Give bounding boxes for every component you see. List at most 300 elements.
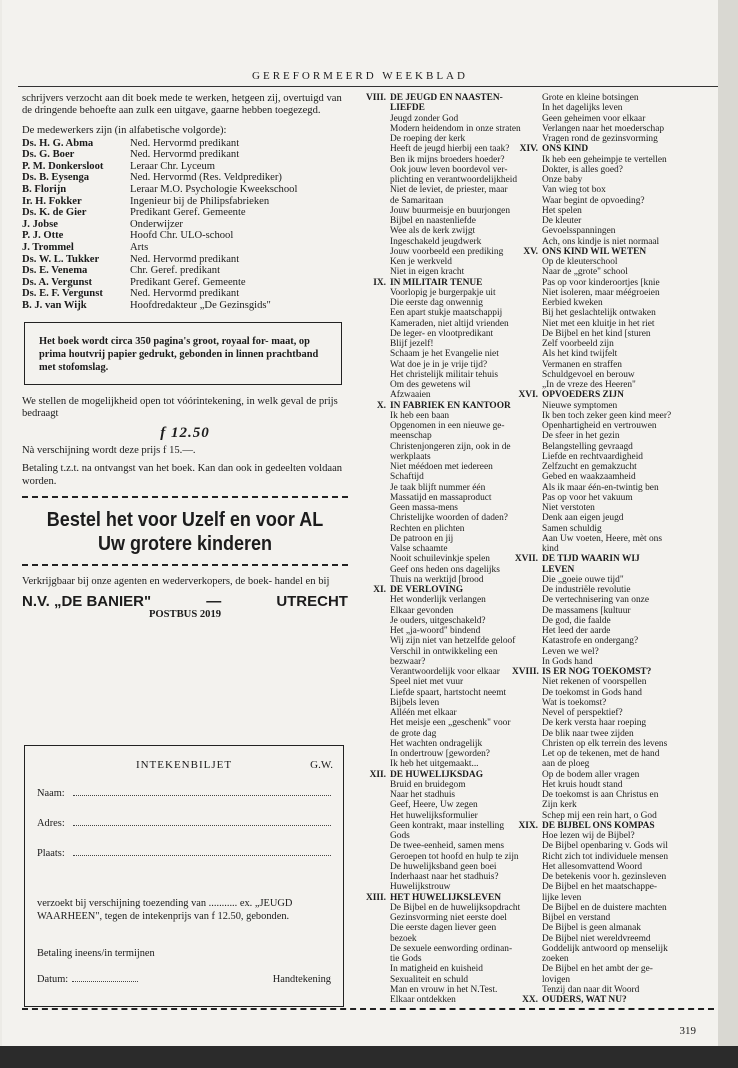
toc-item: Elkaar gevonden xyxy=(390,605,454,616)
intro-text: schrijvers verzocht aan dit boek mede te werken, hetgeen zij, overtuigd van de dringende behoefte aan zulk een uitgave, gaarne hebben toegezegd. xyxy=(22,93,342,117)
toc-item: Rechten en plichten xyxy=(390,523,465,534)
toc-section-heading xyxy=(360,401,532,411)
toc-item: „In de vreze des Heeren" xyxy=(542,380,636,390)
toc-item: Het „ja-woord" bindend xyxy=(390,626,481,636)
contributor-name: P. J. Otte xyxy=(22,230,64,242)
toc-item: de grote dag xyxy=(390,728,437,739)
toc-item: De toekomst is aan Christus en xyxy=(542,790,659,800)
toc-item: Nevel of perspektief? xyxy=(542,708,623,718)
toc-item: Een apart stukje maatschappij xyxy=(390,308,503,319)
toc-item: Ik heb een baan xyxy=(390,410,450,421)
publisher-dash: — xyxy=(206,592,222,610)
toc-item: Thuis na werktijd [brood xyxy=(390,574,484,585)
contributor-row xyxy=(22,172,348,184)
book-notice-box: Het boek wordt circa 350 pagina's groot, royaal for- maat, op prima houtvrij papier gedrukt, gebonden in linnen prachtband met stofomslag. xyxy=(24,322,342,385)
contributor-name: Ds. G. Boer xyxy=(22,149,75,161)
toc-item: lijke leven xyxy=(542,892,582,903)
toc-item: Wij zijn niet van hetzelfde geloof xyxy=(390,636,516,647)
toc-item: Speel niet met vuur xyxy=(390,677,464,688)
place-line[interactable] xyxy=(73,848,331,856)
toc-section-heading xyxy=(540,565,716,575)
contributor-row xyxy=(22,207,348,219)
toc-section-title: OUDERS, WAT NU? xyxy=(542,995,627,1005)
toc-section-title: OPVOEDERS ZIJN xyxy=(542,390,624,401)
toc-item: De Bijbel en de duistere machten xyxy=(542,902,667,913)
contributor-name: Ds. E. F. Vergunst xyxy=(22,288,103,300)
toc-item: Niet rekenen of voorspellen xyxy=(542,677,647,688)
toc-item: Pas op voor kinderoortjes [knie xyxy=(542,277,660,288)
toc-section-heading xyxy=(514,554,716,565)
contributor-row xyxy=(22,184,348,196)
toc-section xyxy=(360,770,532,893)
toc-middle-column xyxy=(360,93,532,1005)
toc-section-heading xyxy=(512,667,716,677)
contributor-row xyxy=(22,230,348,242)
toc-item: De kerk versta haar roeping xyxy=(542,718,647,729)
contributor-name: Ds. B. Eysenga xyxy=(22,172,90,184)
toc-item: Die eerste dagen liever geen xyxy=(390,923,497,934)
toc-item: De patroon en jij xyxy=(390,533,454,544)
toc-item: Zelfzucht en gemakzucht xyxy=(542,462,637,472)
contributor-name: B. Florijn xyxy=(22,183,67,195)
signature-label: Handtekening xyxy=(272,974,331,985)
toc-item: bezwaar? xyxy=(390,656,426,667)
running-header: GEREFORMEERD WEEKBLAD xyxy=(252,70,468,82)
toc-item: Massatijd en massaproduct xyxy=(390,492,492,503)
toc-item: Kameraden, niet altijd vrienden xyxy=(390,318,509,329)
contributor-row xyxy=(22,161,348,173)
toc-item: Jouw buurmeisje en buurjongen xyxy=(390,205,511,216)
toc-section-title: LEVEN xyxy=(542,564,575,575)
toc-section-heading xyxy=(523,246,716,257)
toc-item: Om des gewetens wil xyxy=(390,380,471,390)
toc-item: Samen schuldig xyxy=(542,523,602,534)
contributor-row xyxy=(22,288,348,300)
toc-item: De twee-eenheid, samen mens xyxy=(390,841,505,852)
contributor-row xyxy=(22,277,348,289)
toc-item: Het christelijk militair tehuis xyxy=(390,369,499,380)
payment-text: Betaling t.z.t. na ontvangst van het boek. Kan dan ook in gedeelten voldaan worden. xyxy=(22,463,343,487)
contributor-name: Ds. H. G. Abma xyxy=(22,137,94,149)
toc-section-heading xyxy=(360,93,532,103)
page-edge-shadow xyxy=(718,0,738,1068)
toc-item: De kleuter xyxy=(542,216,582,226)
toc-item: Modern heidendom in onze straten xyxy=(390,123,521,134)
contributor-role: Ned. Hervormd predikant xyxy=(130,253,240,265)
toc-item: De toekomst in Gods hand xyxy=(542,687,642,698)
toc-item: Elkaar ontdekken xyxy=(390,995,456,1005)
toc-item: Het meisje een „geschenk" voor xyxy=(390,718,511,729)
toc-section-number: XVII. xyxy=(514,554,538,565)
toc-item: De industriële revolutie xyxy=(542,585,631,595)
contributor-name: B. J. van Wijk xyxy=(22,299,87,311)
toc-item: Denk aan eigen jeugd xyxy=(542,513,624,524)
contributor-row xyxy=(22,196,348,208)
after-price-text: Nà verschijning wordt deze prijs f 15.—. xyxy=(22,445,196,457)
toc-item: Eerbied kweken xyxy=(542,298,603,308)
toc-item: De vertechnisering van onze xyxy=(542,595,649,606)
contributor-row xyxy=(22,138,348,150)
toc-item: Belangstelling gevraagd xyxy=(542,441,633,452)
toc-section-number xyxy=(360,103,390,113)
toc-item: De sfeer in het gezin xyxy=(542,431,620,442)
contributors-list xyxy=(22,138,348,312)
toc-item: De massamens [kultuur xyxy=(542,605,631,616)
subscription-form xyxy=(24,745,344,1007)
toc-item: werkplaats xyxy=(390,451,431,462)
toc-section-heading xyxy=(360,278,532,288)
toc-item: plichting en verantwoordelijkheid xyxy=(390,175,518,185)
contributor-role: Hoofd Chr. ULO-school xyxy=(130,230,234,242)
toc-item: Schaam je het Evangelie niet xyxy=(390,349,499,360)
toc-item: Geen geheimen voor elkaar xyxy=(542,113,646,124)
toc-section xyxy=(360,401,532,586)
toc-item: Ik ben toch zeker geen kind meer? xyxy=(542,410,672,421)
toc-item: Hoe lezen wij de Bijbel? xyxy=(542,831,635,841)
toc-item: In Gods hand xyxy=(542,656,593,667)
page-number: 319 xyxy=(679,1025,696,1037)
toc-item: Christen op elk terrein des levens xyxy=(542,738,668,749)
payment-option[interactable]: Betaling ineens/in termijnen xyxy=(37,948,155,959)
toc-item: Jouw voorbeeld een prediking xyxy=(390,246,504,257)
toc-item: tie Gods xyxy=(390,954,422,964)
toc-item: Ach, ons kindje is niet normaal xyxy=(542,236,660,247)
toc-section-number: XII. xyxy=(369,769,386,780)
toc-section xyxy=(514,554,716,667)
toc-item: Ingeschakeld jeugdwerk xyxy=(390,236,482,247)
magazine-page xyxy=(2,0,718,1050)
toc-item: Heeft de jeugd hierbij een taak? xyxy=(390,144,510,155)
toc-section-title: DE TIJD WAARIN WIJ xyxy=(542,554,640,565)
contributor-role: Ned. Hervormd (Res. Veldprediker) xyxy=(130,172,282,184)
publisher-name: N.V. „DE BANIER" xyxy=(22,592,152,610)
toc-section-number: XV. xyxy=(523,246,538,257)
preorder-price: f 12.50 xyxy=(160,424,210,441)
toc-section xyxy=(512,667,716,821)
toc-item: Dokter, is alles goed? xyxy=(542,164,623,175)
contributor-name: Ds. K. de Gier xyxy=(22,207,87,219)
toc-item: Die eerste dag onwennig xyxy=(390,298,483,308)
toc-section-number: X. xyxy=(376,400,386,411)
toc-section-title: ONS KIND xyxy=(542,144,589,155)
contributors-heading: De medewerkers zijn (in alfabetische volgorde): xyxy=(22,125,227,137)
toc-item: Opgenomen in een nieuwe ge- xyxy=(390,421,505,431)
toc-item: bezoek xyxy=(390,933,417,944)
form-title: INTEKENBILJET xyxy=(135,759,233,771)
bottom-divider xyxy=(22,1008,714,1010)
toc-item: Naar het stadhuis xyxy=(390,790,456,800)
toc-item: Vragen rond de gezinsvorming xyxy=(542,134,658,144)
left-column xyxy=(22,93,348,621)
contributor-name: J. Trommel xyxy=(22,241,74,253)
toc-item: Niet de leviet, de priester, maar xyxy=(390,185,508,196)
toc-item: Valse schaamte xyxy=(390,544,448,554)
toc-item: Ik heb het uitgemaakt... xyxy=(390,759,479,770)
contributors-section xyxy=(22,125,348,311)
contributor-role: Arts xyxy=(130,241,149,253)
toc-item: Als het kind twijfelt xyxy=(542,349,618,360)
place-field[interactable] xyxy=(37,848,331,859)
toc-item: Bijbels leven xyxy=(390,697,440,708)
toc-item: Pas op voor het vakuum xyxy=(542,492,633,503)
toc-item: De blik naar twee zijden xyxy=(542,728,634,739)
toc-item: Schaftijd xyxy=(390,472,424,483)
toc-item: Ben ik mijns broeders hoeder? xyxy=(390,154,505,165)
date-field[interactable] xyxy=(37,974,138,985)
toc-item: Nieuwe symptomen xyxy=(542,400,618,411)
toc-item: De roeping der kerk xyxy=(390,134,466,144)
toc-item: Grote en kleine botsingen xyxy=(542,93,639,103)
contributor-role: Chr. Geref. predikant xyxy=(130,265,221,277)
toc-item: De Bijbel openbaring v. Gods wil xyxy=(542,841,668,852)
page-bottom-edge xyxy=(0,1046,738,1068)
toc-item: Ook jouw leven boordevol ver- xyxy=(390,164,508,175)
toc-item: Nooit schuilevinkje spelen xyxy=(390,554,490,565)
toc-item: Het spelen xyxy=(542,205,582,216)
contributor-name: Ir. H. Fokker xyxy=(22,195,82,207)
toc-item: Gods xyxy=(390,831,410,841)
toc-item: In matigheid en kuisheid xyxy=(390,964,483,975)
toc-item: In het dagelijks leven xyxy=(542,103,623,114)
toc-section-title: DE HUWELIJKSDAG xyxy=(390,769,483,780)
toc-item: Liefde en rechtvaardigheid xyxy=(542,451,643,462)
contributor-role: Ned. Hervormd predikant xyxy=(130,288,240,300)
name-line[interactable] xyxy=(73,788,331,796)
toc-section-title: IN MILITAIR TENUE xyxy=(390,277,483,288)
toc-section-heading xyxy=(519,144,716,155)
toc-item: Schep mij een rein hart, o God xyxy=(542,810,657,821)
address-line[interactable] xyxy=(73,818,331,826)
toc-item: Voorlopig je burgerpakje uit xyxy=(390,287,496,298)
toc-item: Katastrofe en ondergang? xyxy=(542,636,639,647)
toc-section-heading xyxy=(360,103,532,113)
contributor-name: Ds. W. L. Tukker xyxy=(22,253,100,265)
contributor-role: Predikant Geref. Gemeente xyxy=(130,207,246,219)
contributor-row xyxy=(22,219,348,231)
toc-section xyxy=(540,93,716,144)
toc-item: De Bijbel is geen almanak xyxy=(542,923,641,934)
toc-item: Op de bodem aller vragen xyxy=(542,769,640,780)
publisher-line xyxy=(22,592,348,610)
toc-item: Het leed der aarde xyxy=(542,626,611,636)
availability-text: Verkrijgbaar bij onze agenten en wederverkopers, de boek- handel en bij xyxy=(22,575,330,587)
publisher-city: UTRECHT xyxy=(276,592,348,610)
divider xyxy=(22,496,348,501)
toc-item: Onze baby xyxy=(542,175,583,185)
toc-item: De sexuele eenwording ordinan- xyxy=(390,943,513,954)
toc-item: Openhartigheid en vertrouwen xyxy=(542,421,657,431)
toc-item: Het kruis houdt stand xyxy=(542,779,623,790)
toc-item: lovigen xyxy=(542,974,571,985)
postbus: POSTBUS 2019 xyxy=(148,609,222,621)
toc-item: De Bijbel en het ambt der ge- xyxy=(542,964,653,975)
toc-section xyxy=(360,585,532,770)
toc-item: Goddelijk antwoord op menselijk xyxy=(542,943,668,954)
toc-item: Verantwoordelijk voor elkaar xyxy=(390,667,500,677)
contributor-name: P. M. Donkersloot xyxy=(22,160,104,172)
toc-item: Sexualiteit en schuld xyxy=(390,974,469,985)
toc-section-title: ONS KIND WIL WETEN xyxy=(542,246,647,257)
toc-item: Ik heb een geheimpje te vertellen xyxy=(542,154,667,165)
toc-item: Bruid en bruidegom xyxy=(390,779,466,790)
toc-item: Verlangen naar het moederschap xyxy=(542,123,665,134)
toc-item: De Bijbel en het maatschappe- xyxy=(542,882,658,893)
toc-item: Afzwaaien xyxy=(390,390,431,401)
contributor-name: Ds. E. Venema xyxy=(22,265,88,277)
toc-section-heading xyxy=(360,585,532,595)
toc-item: Verschil in ontwikkeling een xyxy=(390,646,498,657)
contributor-row xyxy=(22,149,348,161)
toc-item: Vermanen en straffen xyxy=(542,359,622,370)
toc-item: Op de kleuterschool xyxy=(542,257,618,267)
contributor-row xyxy=(22,254,348,266)
toc-section xyxy=(360,278,532,401)
toc-item: De leger- en vlootpredikant xyxy=(390,328,494,339)
toc-section-number: XI. xyxy=(373,585,386,595)
toc-section-heading xyxy=(360,770,532,780)
date-label: Datum: xyxy=(37,974,69,985)
toc-item: Niet verstoten xyxy=(542,503,595,513)
contributor-role: Ned. Hervormd predikant xyxy=(130,149,240,161)
toc-item: Het wachten ondragelijk xyxy=(390,738,483,749)
toc-section-title: DE JEUGD EN NAASTEN- xyxy=(390,93,503,103)
toc-item: Het wonderlijk verlangen xyxy=(390,595,486,606)
toc-item: Huwelijkstrouw xyxy=(390,882,451,893)
toc-section-title: IS ER NOG TOEKOMST? xyxy=(542,667,652,677)
toc-item: Niet isoleren, maar méégroeien xyxy=(542,287,660,298)
toc-section-number: XIII. xyxy=(365,892,386,903)
toc-item: Die „goeie ouwe tijd" xyxy=(542,574,624,585)
toc-item: De betekenis voor h. gezinsleven xyxy=(542,872,667,882)
toc-item: meenschap xyxy=(390,431,432,442)
toc-item: De huwelijksband geen boei xyxy=(390,861,497,872)
toc-section xyxy=(360,93,532,278)
toc-section-heading xyxy=(518,390,716,401)
toc-section xyxy=(522,995,716,1005)
toc-item: Naar de „grote" school xyxy=(542,267,628,278)
toc-section-heading xyxy=(518,820,716,831)
contributor-name: J. Jobse xyxy=(22,218,58,230)
toc-item: De Bijbel en het kind [sturen xyxy=(542,328,651,339)
toc-item: Tenzij dan naar dit Woord xyxy=(542,984,640,995)
toc-section-number: XIX. xyxy=(518,820,538,831)
toc-section-heading xyxy=(522,995,716,1005)
toc-section-number xyxy=(512,565,542,575)
toc-item: de Samaritaan xyxy=(390,195,444,206)
toc-item: Wee als de kerk zwijgt xyxy=(390,226,476,237)
toc-item: Geen kontrakt, maar instelling xyxy=(390,820,505,831)
toc-section xyxy=(360,893,532,1006)
toc-section-number: IX. xyxy=(373,277,386,288)
contributor-row xyxy=(22,242,348,254)
place-label: Plaats: xyxy=(37,848,65,859)
toc-item: aan de ploeg xyxy=(542,759,590,770)
divider xyxy=(22,564,348,569)
toc-item: Geef ons heden ons dagelijks xyxy=(390,564,500,575)
address-label: Adres: xyxy=(37,818,65,829)
toc-item: Christenjongeren zijn, ook in de xyxy=(390,441,511,452)
contributor-role: Onderwijzer xyxy=(130,218,183,230)
toc-item: Alléén met elkaar xyxy=(390,708,457,718)
contributor-role: Leraar Chr. Lyceum xyxy=(130,160,216,172)
toc-section-title: DE BIJBEL ONS KOMPAS xyxy=(542,820,655,831)
toc-item: zoeken xyxy=(542,954,569,964)
toc-item: Niet in eigen kracht xyxy=(390,267,465,278)
contributor-role: Ned. Hervormd predikant xyxy=(130,137,240,149)
toc-item: Het allesomvattend Woord xyxy=(542,861,643,872)
toc-item: Zelf voorbeeld zijn xyxy=(542,339,614,349)
toc-item: Zijn kerk xyxy=(542,800,577,811)
toc-item: De god, die faalde xyxy=(542,615,611,626)
toc-item: Blijf jezelf! xyxy=(390,339,434,349)
toc-item: Aan Uw voeten, Heere, mèt ons xyxy=(542,533,663,544)
toc-item: Richt zich tot individuele mensen xyxy=(542,851,669,862)
toc-item: Waar begint de opvoeding? xyxy=(542,195,645,206)
toc-item: Schuldgevoel en berouw xyxy=(542,369,635,380)
toc-section-number: XIV. xyxy=(519,144,538,155)
toc-item: Man en vrouw in het N.Test. xyxy=(390,984,498,995)
contributor-role: Leraar M.O. Psychologie Kweekschool xyxy=(130,183,298,195)
toc-item: Van wieg tot box xyxy=(542,185,606,196)
toc-item: Geef, Heere, Uw zegen xyxy=(390,800,478,811)
toc-item: Bij het geslachtelijk ontwaken xyxy=(542,308,656,319)
contributor-role: Ingenieur bij de Philipsfabrieken xyxy=(130,195,270,207)
toc-section xyxy=(518,820,716,995)
toc-section-number: XVI. xyxy=(518,390,538,401)
contributor-row xyxy=(22,265,348,277)
form-code: G.W. xyxy=(310,759,333,771)
contributor-row xyxy=(22,300,348,312)
toc-section-title: LIEFDE xyxy=(390,103,425,114)
toc-item: Wat doe je in je vrije tijd? xyxy=(390,359,488,370)
toc-item: Jeugd zonder God xyxy=(390,113,459,124)
toc-item: Gezinsvorming niet eerste doel xyxy=(390,913,507,923)
toc-item: Liefde spaart, hartstocht neemt xyxy=(390,687,507,698)
toc-item: Geroepen tot hoofd en hulp te zijn xyxy=(390,851,519,862)
toc-item: Christelijke woorden of daden? xyxy=(390,513,508,524)
toc-section xyxy=(518,390,716,554)
toc-section-title: DE VERLOVING xyxy=(390,585,464,595)
toc-item: Leven we wel? xyxy=(542,646,599,657)
toc-item: Ken je werkveld xyxy=(390,257,452,267)
toc-item: Je taak blijft nummer één xyxy=(390,482,486,493)
order-headline: Bestel het voor Uzelf en voor AL Uw grotere kinderen xyxy=(46,508,324,555)
toc-item: Als ik maar één-en-twintig ben xyxy=(542,482,659,493)
contributor-name: Ds. A. Vergunst xyxy=(22,276,93,288)
toc-item: Gevoelsspanningen xyxy=(542,226,616,237)
toc-item: Gebed en waakzaamheid xyxy=(542,472,636,483)
address-field[interactable] xyxy=(37,818,331,829)
toc-item: In ondertrouw [geworden? xyxy=(390,749,490,759)
toc-section-heading xyxy=(360,893,532,903)
contributor-role: Hoofdredakteur „De Gezinsgids" xyxy=(130,299,271,311)
date-line[interactable] xyxy=(72,981,138,982)
toc-section-number: XVIII. xyxy=(512,667,539,677)
toc-section-title: HET HUWELIJKSLEVEN xyxy=(390,892,502,903)
name-field[interactable] xyxy=(37,788,331,799)
toc-item: Je ouders, uitgeschakeld? xyxy=(390,615,486,626)
toc-item: De Bijbel en de huwelijksopdracht xyxy=(390,902,521,913)
toc-right-column xyxy=(512,93,716,1005)
header-rule xyxy=(18,86,718,87)
toc-item: Bijbel en verstand xyxy=(542,913,611,923)
toc-section xyxy=(523,246,716,391)
name-label: Naam: xyxy=(37,788,65,799)
toc-item: Het huwelijksformulier xyxy=(390,810,478,821)
toc-section-title: IN FABRIEK EN KANTOOR xyxy=(390,400,511,411)
toc-item: Inderhaast naar het stadhuis? xyxy=(390,872,499,882)
request-text: verzoekt bij verschijning toezending van ........... ex. „JEUGD WAARHEEN", tegen de intekenprijs van f 12.50, gebonden. xyxy=(37,898,293,922)
